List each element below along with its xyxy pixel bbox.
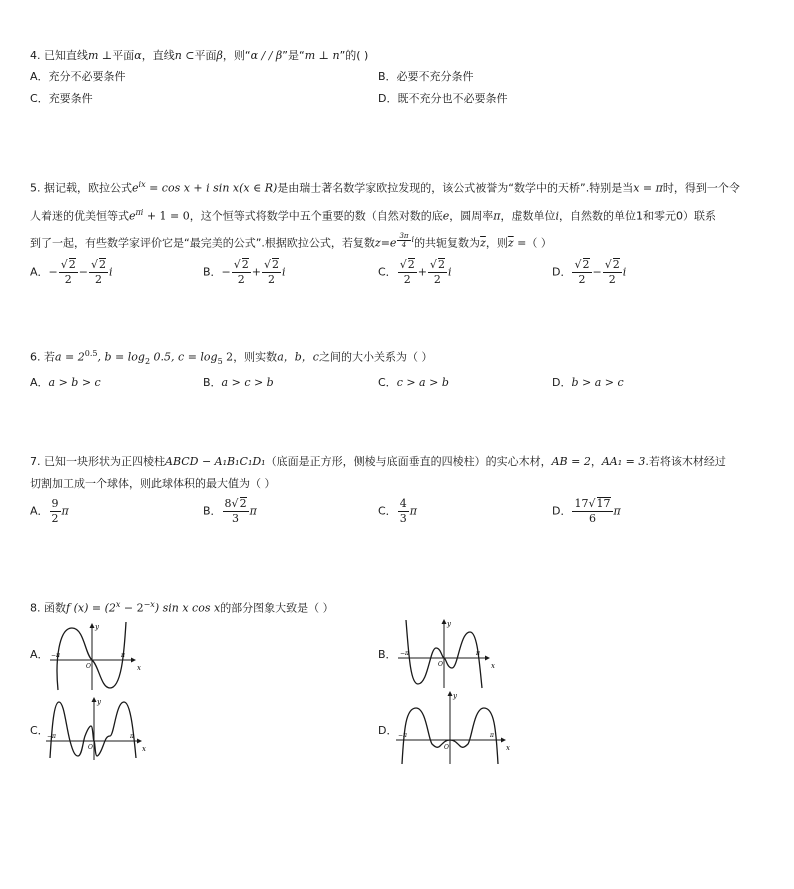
graph-option-a[interactable] bbox=[46, 620, 142, 692]
origin-label: O bbox=[444, 744, 449, 751]
option-b[interactable]: B． bbox=[378, 648, 397, 661]
y-axis-arrow-icon bbox=[92, 697, 97, 702]
graph-option-b[interactable] bbox=[396, 618, 496, 690]
question-7-stem: 7. 已知一块形状为正四棱柱ABCD − A₁B₁C₁D₁（底面是正方形，侧棱与底面垂直的四棱柱）的实心木材，AB = 2，AA₁ = 3.若将该木材经过 切割加工成一个球体，则此球体积的最大值为（ ） bbox=[30, 455, 726, 490]
option-b[interactable]: B．a > c > b bbox=[203, 375, 274, 389]
tick-neg-pi: −π bbox=[51, 652, 60, 659]
question-8-stem: 8. 函数f $(x) = (2^x - 2^{-x})$ sin x cos x的部分图象大致是（ ） bbox=[30, 600, 334, 615]
tick-neg-pi: −π bbox=[47, 733, 56, 740]
option-a[interactable]: A． bbox=[30, 648, 49, 661]
option-d[interactable]: D．b > a > c bbox=[552, 375, 624, 389]
option-d[interactable]: D． bbox=[378, 724, 398, 737]
x-axis-arrow-icon bbox=[501, 738, 506, 743]
origin-label: O bbox=[86, 663, 91, 670]
question-8 bbox=[30, 594, 770, 619]
origin-label: O bbox=[88, 744, 93, 751]
tick-pos-pi: π bbox=[476, 650, 480, 657]
option-a[interactable]: A． $\frac{9}{2}$ π bbox=[30, 497, 69, 525]
option-b[interactable]: B．− $\frac{√2}{2}$ + $\frac{√2}{2}$ i bbox=[203, 257, 286, 286]
graph-option-d[interactable] bbox=[394, 688, 512, 766]
y-label: y bbox=[453, 692, 457, 700]
y-label: y bbox=[97, 698, 101, 706]
y-axis-arrow-icon bbox=[442, 619, 447, 624]
option-d[interactable]: D．既不充分也不必要条件 bbox=[378, 92, 508, 105]
tick-neg-pi: −π bbox=[398, 732, 407, 739]
option-c[interactable]: C．充要条件 bbox=[30, 92, 93, 105]
x-label: x bbox=[506, 744, 510, 752]
function-curve bbox=[50, 702, 136, 758]
tick-pos-pi: π bbox=[490, 732, 494, 739]
x-label: x bbox=[142, 745, 146, 753]
option-d[interactable]: D． $\frac{√2}{2}$ − $\frac{√2}{2}$ i bbox=[552, 257, 627, 286]
option-a[interactable]: A．充分不必要条件 bbox=[30, 70, 126, 83]
question-6-stem: 6. 若$a = 2^{0.5}$, $b = \log_2 0.5$, $c = \log_5 2$，则实数a，b，c之间的大小关系为（ ） bbox=[30, 349, 433, 366]
y-axis-arrow-icon bbox=[448, 691, 453, 696]
question-4-stem: 4. 已知直线m ⊥平面α，直线n ⊂平面β，则“α / / β”是“m ⊥ n”的( ) bbox=[30, 49, 369, 62]
y-label: y bbox=[447, 620, 451, 628]
x-label: x bbox=[137, 664, 141, 672]
option-b[interactable]: B． $\frac{8√2}{3}$ π bbox=[203, 497, 257, 525]
tick-pos-pi: π bbox=[130, 733, 134, 740]
option-c[interactable]: C． bbox=[30, 724, 49, 737]
tick-pos-pi: π bbox=[121, 652, 125, 659]
question-7 bbox=[30, 451, 770, 531]
option-a[interactable]: A．− $\frac{√2}{2}$ − $\frac{√2}{2}$ i bbox=[30, 257, 113, 286]
option-a[interactable]: A．a > b > c bbox=[30, 375, 101, 389]
x-label: x bbox=[491, 662, 495, 670]
question-6 bbox=[30, 343, 770, 396]
y-axis-arrow-icon bbox=[90, 623, 95, 628]
option-c[interactable]: C． $\frac{√2}{2}$ + $\frac{√2}{2}$ i bbox=[378, 257, 452, 286]
option-c[interactable]: C．c > a > b bbox=[378, 375, 449, 389]
origin-label: O bbox=[438, 661, 443, 668]
x-axis-arrow-icon bbox=[485, 656, 490, 661]
question-4 bbox=[30, 45, 770, 112]
option-c[interactable]: C． $\frac{4}{3}$ π bbox=[378, 497, 417, 525]
option-d[interactable]: D． $\frac{17√17}{6}$ π bbox=[552, 497, 621, 525]
x-axis-arrow-icon bbox=[131, 658, 136, 663]
option-b[interactable]: B．必要不充分条件 bbox=[378, 70, 474, 83]
graph-option-c[interactable] bbox=[44, 696, 148, 762]
question-5-stem: 5. 据记载，欧拉公式$e^{ix} = \cos x + i$ sin x(x ∈ R)是由瑞士著名数学家欧拉发现的，该公式被誉为“数学中的天桥”.特别是当x = π时，得到一个令 人着迷的优美恒等式$e^{\pi i} + 1 = 0$，这个恒等式将数学中五个重要的数（自然对数的底e，圆周率π，虚数单位i，自然数的单位1和零元0）联系 到了一起，有些数学家评价它是“最完美的公式”.根据欧拉公式，若复数z=e $^{\frac{3\pi}{4} i}$的共轭复数为$\overline{z}$，则$\overline{z}$ =（ ） bbox=[30, 180, 740, 250]
x-axis-arrow-icon bbox=[137, 739, 142, 744]
question-5 bbox=[30, 173, 770, 290]
tick-neg-pi: −π bbox=[400, 650, 409, 657]
y-label: y bbox=[95, 623, 99, 631]
